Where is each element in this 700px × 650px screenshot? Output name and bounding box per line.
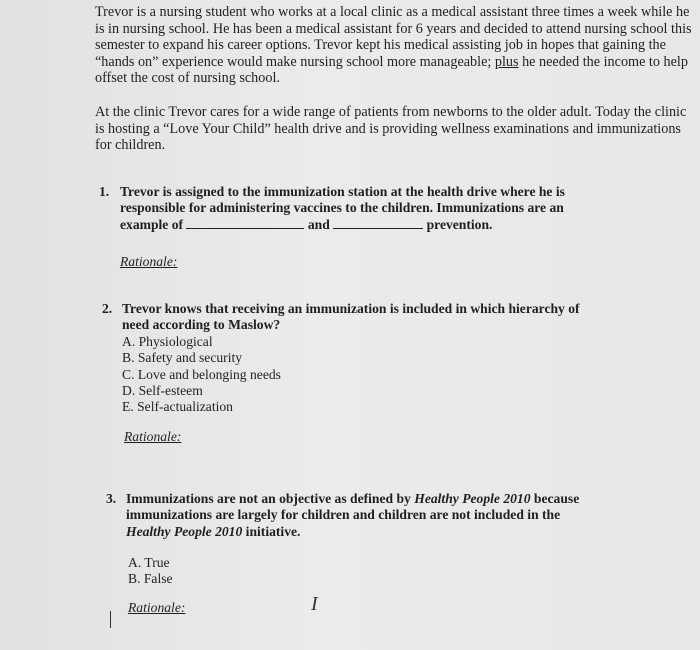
stem-text: and <box>307 216 330 232</box>
intro-paragraph-2: At the clinic Trevor cares for a wide range of patients from newborns to the older adult. Today the clinic is hosting a “Love Your Child” health drive and is providing wellness examinations and immunizations for children. <box>95 103 687 154</box>
text-caret <box>110 611 111 628</box>
option-a: A. True <box>128 555 170 570</box>
question-1 <box>99 184 689 233</box>
intro-p1-underlined: plus <box>494 53 519 70</box>
text-cursor-icon: I <box>311 593 318 615</box>
stem-line: need according to Maslow? <box>122 317 281 333</box>
question-stem <box>126 491 691 540</box>
stem-italic-title: Healthy People 2010 <box>414 491 531 506</box>
stem-line-with-blanks <box>120 217 689 233</box>
stem-italic-title: Healthy People 2010 <box>126 523 243 539</box>
stem-line <box>126 491 691 507</box>
question-number: 2. <box>102 301 113 316</box>
stem-line: Trevor is assigned to the immunization station at the health drive where he is <box>120 184 565 199</box>
answer-blank-2[interactable] <box>333 217 423 229</box>
stem-text: prevention. <box>426 216 493 232</box>
stem-line <box>126 524 691 540</box>
stem-line: immunizations are largely for children and children are not included in the <box>126 507 561 523</box>
question-number: 3. <box>106 491 117 506</box>
intro-p1-tail: he needed the income to help offset the cost of nursing school. <box>95 53 688 87</box>
stem-text: example of <box>120 216 184 232</box>
stem-text: Immunizations are not an objective as defined by <box>126 491 415 506</box>
option-d: D. Self-esteem <box>122 383 203 399</box>
question-3 <box>106 491 691 540</box>
question-stem <box>122 301 692 416</box>
question-2 <box>102 301 692 416</box>
option-b: B. Safety and security <box>122 350 243 366</box>
intro-paragraph-1 <box>95 4 695 87</box>
rationale-label-1: Rationale: <box>120 254 178 269</box>
stem-line: responsible for administering vaccines to the children. Immunizations are an <box>120 200 564 216</box>
option-e: E. Self-actualization <box>122 399 233 415</box>
question-stem <box>120 184 689 233</box>
option-b: B. False <box>128 571 173 587</box>
case-scenario <box>95 4 695 154</box>
question-number: 1. <box>99 184 110 199</box>
stem-line: Trevor knows that receiving an immunization is included in which hierarchy of <box>122 301 580 316</box>
option-a: A. Physiological <box>122 333 213 349</box>
stem-text: initiative. <box>242 523 301 539</box>
rationale-label-2: Rationale: <box>124 429 182 444</box>
answer-blank-1[interactable] <box>186 217 304 229</box>
answer-options-3 <box>128 555 173 588</box>
stem-text: because <box>530 491 580 506</box>
rationale-label-3: Rationale: <box>128 600 186 615</box>
option-c: C. Love and belonging needs <box>122 366 281 382</box>
intro-p1-text: Trevor is a nursing student who works at a local clinic as a medical assistant three times a week while he is in nursing school. He has been a medical assistant for 6 years and decided to attend nursing school this semester to expand his career options. Trevor kept his medical assisting job in hopes that gaining the “hands on” experience would make nursing school more manageable; <box>95 4 692 70</box>
answer-options <box>122 334 692 416</box>
